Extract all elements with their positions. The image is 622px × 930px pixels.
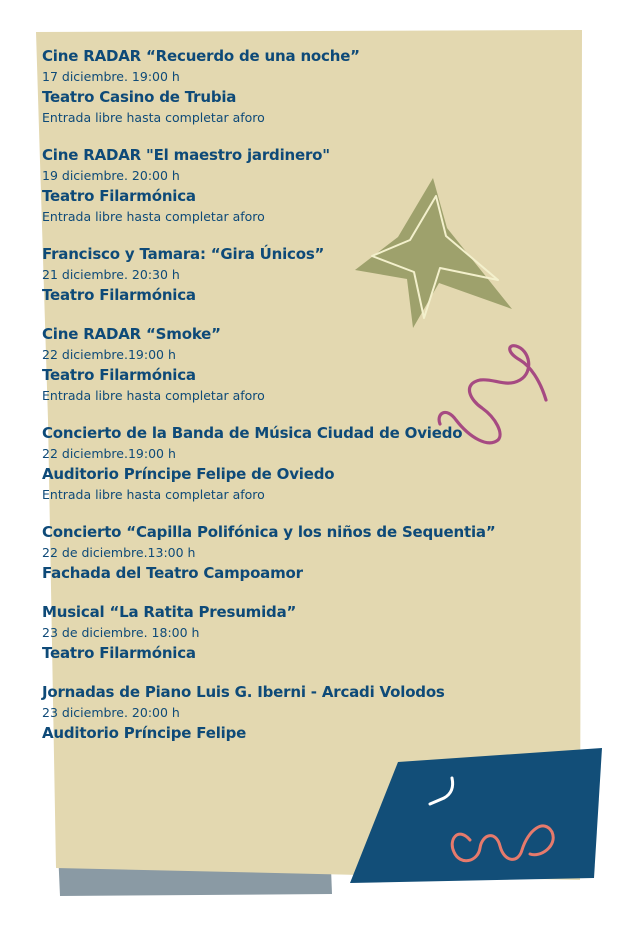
event-note: Entrada libre hasta completar aforo [42,209,265,224]
event-date: 17 diciembre. 19:00 h [42,69,180,84]
event-title: Francisco y Tamara: “Gira Únicos” [42,245,325,263]
event-item [42,144,482,226]
event-title: Cine RADAR "El maestro jardinero" [42,146,330,164]
event-venue: Teatro Filarmónica [42,644,196,662]
event-title: Cine RADAR “Smoke” [42,325,221,343]
event-item [42,45,482,127]
event-list [42,45,496,761]
event-date: 22 diciembre.19:00 h [42,347,176,362]
event-title: Concierto de la Banda de Música Ciudad de Oviedo [42,424,463,442]
event-item [42,323,482,405]
event-item [42,243,482,306]
event-item [42,681,482,744]
event-date: 22 diciembre.19:00 h [42,446,176,461]
event-item [42,601,482,664]
event-venue: Auditorio Príncipe Felipe [42,724,247,742]
event-title: Jornadas de Piano Luis G. Iberni - Arcadi Volodos [42,683,445,701]
event-date: 22 de diciembre.13:00 h [42,545,196,560]
event-venue: Teatro Filarmónica [42,366,196,384]
event-title: Musical “La Ratita Presumida” [42,603,297,621]
event-venue: Teatro Filarmónica [42,286,196,304]
event-note: Entrada libre hasta completar aforo [42,388,265,403]
event-date: 21 diciembre. 20:30 h [42,267,180,282]
event-venue: Teatro Filarmónica [42,187,196,205]
event-venue: Auditorio Príncipe Felipe de Oviedo [42,465,335,483]
event-item [42,422,482,504]
event-venue: Teatro Casino de Trubia [42,88,237,106]
event-venue: Fachada del Teatro Campoamor [42,564,303,582]
event-date: 23 de diciembre. 18:00 h [42,625,200,640]
event-title: Concierto “Capilla Polifónica y los niños de Sequentia” [42,523,496,541]
event-title: Cine RADAR “Recuerdo de una noche” [42,47,360,65]
event-note: Entrada libre hasta completar aforo [42,487,265,502]
event-item [42,521,496,584]
event-date: 19 diciembre. 20:00 h [42,168,180,183]
event-date: 23 diciembre. 20:00 h [42,705,180,720]
event-note: Entrada libre hasta completar aforo [42,110,265,125]
